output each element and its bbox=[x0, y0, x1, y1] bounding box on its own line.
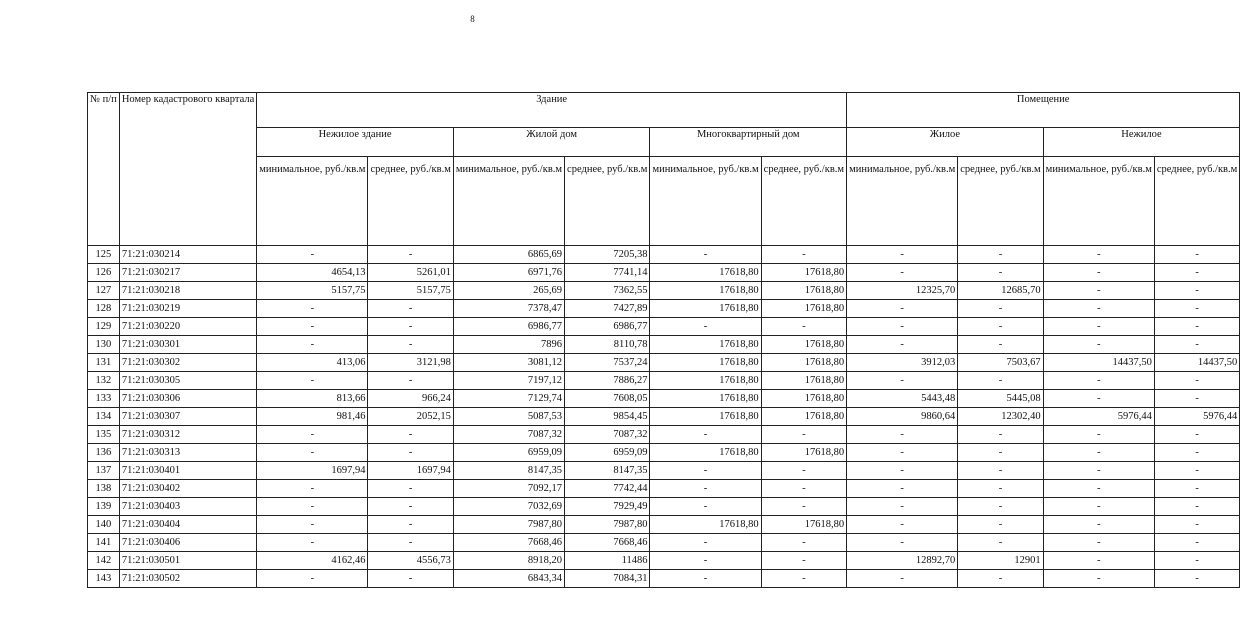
cell-apartment-min: 17618,80 bbox=[650, 516, 761, 534]
cell-nonresprem-avg: - bbox=[1154, 336, 1239, 354]
cell-nonresprem-min: - bbox=[1043, 552, 1154, 570]
cell-house-min: 7092,17 bbox=[453, 480, 564, 498]
cell-nonres-min: - bbox=[257, 318, 368, 336]
cell-num: 134 bbox=[88, 408, 120, 426]
cell-nonres-avg: 2052,15 bbox=[368, 408, 453, 426]
cell-res-avg: - bbox=[958, 246, 1043, 264]
cell-nonres-avg: - bbox=[368, 444, 453, 462]
cell-nonresprem-min: - bbox=[1043, 372, 1154, 390]
cell-apartment-avg: - bbox=[761, 462, 846, 480]
cell-apartment-min: - bbox=[650, 318, 761, 336]
header-avg: среднее, руб./кв.м bbox=[958, 157, 1043, 246]
cell-nonresprem-min: - bbox=[1043, 318, 1154, 336]
cell-apartment-min: 17618,80 bbox=[650, 444, 761, 462]
cell-kvartal: 71:21:030220 bbox=[119, 318, 256, 336]
cell-apartment-avg: 17618,80 bbox=[761, 444, 846, 462]
cell-house-min: 7032,69 bbox=[453, 498, 564, 516]
cell-apartment-avg: 17618,80 bbox=[761, 390, 846, 408]
cell-house-min: 7197,12 bbox=[453, 372, 564, 390]
cell-house-min: 6959,09 bbox=[453, 444, 564, 462]
cell-nonres-avg: - bbox=[368, 516, 453, 534]
cell-num: 131 bbox=[88, 354, 120, 372]
cell-house-min: 7129,74 bbox=[453, 390, 564, 408]
cell-kvartal: 71:21:030313 bbox=[119, 444, 256, 462]
cell-num: 128 bbox=[88, 300, 120, 318]
cell-nonres-min: - bbox=[257, 372, 368, 390]
cell-house-min: 7896 bbox=[453, 336, 564, 354]
cell-nonres-min: - bbox=[257, 498, 368, 516]
cell-nonres-avg: - bbox=[368, 498, 453, 516]
cell-kvartal: 71:21:030501 bbox=[119, 552, 256, 570]
header-min: минимальное, руб./кв.м bbox=[453, 157, 564, 246]
cell-res-min: 12892,70 bbox=[847, 552, 958, 570]
cell-kvartal: 71:21:030214 bbox=[119, 246, 256, 264]
cell-nonres-avg: - bbox=[368, 246, 453, 264]
cell-kvartal: 71:21:030406 bbox=[119, 534, 256, 552]
cell-kvartal: 71:21:030217 bbox=[119, 264, 256, 282]
cell-nonres-min: 1697,94 bbox=[257, 462, 368, 480]
cell-apartment-min: 17618,80 bbox=[650, 300, 761, 318]
cell-nonres-avg: - bbox=[368, 480, 453, 498]
table-row bbox=[88, 426, 1240, 444]
cell-nonresprem-min: - bbox=[1043, 498, 1154, 516]
cell-nonres-avg: - bbox=[368, 318, 453, 336]
cell-apartment-min: - bbox=[650, 534, 761, 552]
cell-nonresprem-avg: - bbox=[1154, 282, 1239, 300]
cell-nonres-avg: - bbox=[368, 570, 453, 588]
cell-res-avg: - bbox=[958, 462, 1043, 480]
cell-nonresprem-avg: - bbox=[1154, 372, 1239, 390]
cell-apartment-avg: - bbox=[761, 246, 846, 264]
cell-house-avg: 7929,49 bbox=[565, 498, 650, 516]
cell-nonresprem-avg: - bbox=[1154, 552, 1239, 570]
cell-house-min: 6865,69 bbox=[453, 246, 564, 264]
cell-num: 141 bbox=[88, 534, 120, 552]
cell-house-avg: 6959,09 bbox=[565, 444, 650, 462]
cell-apartment-avg: - bbox=[761, 552, 846, 570]
header-min: минимальное, руб./кв.м bbox=[257, 157, 368, 246]
table-row bbox=[88, 372, 1240, 390]
cell-apartment-avg: 17618,80 bbox=[761, 516, 846, 534]
table-row bbox=[88, 498, 1240, 516]
header-min: минимальное, руб./кв.м bbox=[650, 157, 761, 246]
cell-apartment-avg: 17618,80 bbox=[761, 264, 846, 282]
cell-house-avg: 8147,35 bbox=[565, 462, 650, 480]
cell-nonresprem-avg: 14437,50 bbox=[1154, 354, 1239, 372]
header-avg: среднее, руб./кв.м bbox=[565, 157, 650, 246]
cell-res-avg: - bbox=[958, 516, 1043, 534]
cell-res-avg: 7503,67 bbox=[958, 354, 1043, 372]
cell-house-min: 5087,53 bbox=[453, 408, 564, 426]
cell-nonresprem-min: - bbox=[1043, 390, 1154, 408]
cell-nonresprem-min: - bbox=[1043, 444, 1154, 462]
table-row bbox=[88, 516, 1240, 534]
cell-nonres-avg: - bbox=[368, 426, 453, 444]
cell-num: 142 bbox=[88, 552, 120, 570]
table-row bbox=[88, 462, 1240, 480]
cell-house-avg: 7742,44 bbox=[565, 480, 650, 498]
header-avg: среднее, руб./кв.м bbox=[368, 157, 453, 246]
header-nonres-building: Нежилое здание bbox=[257, 128, 454, 157]
cell-apartment-min: - bbox=[650, 498, 761, 516]
cell-nonres-avg: - bbox=[368, 372, 453, 390]
cell-nonres-min: - bbox=[257, 336, 368, 354]
cell-nonresprem-avg: - bbox=[1154, 246, 1239, 264]
header-min: минимальное, руб./кв.м bbox=[847, 157, 958, 246]
table-row bbox=[88, 282, 1240, 300]
cell-nonresprem-min: - bbox=[1043, 300, 1154, 318]
cell-apartment-min: - bbox=[650, 570, 761, 588]
cell-house-min: 7987,80 bbox=[453, 516, 564, 534]
cell-apartment-avg: - bbox=[761, 498, 846, 516]
cell-nonres-min: - bbox=[257, 516, 368, 534]
cell-res-min: 3912,03 bbox=[847, 354, 958, 372]
cell-apartment-min: 17618,80 bbox=[650, 390, 761, 408]
cell-kvartal: 71:21:030403 bbox=[119, 498, 256, 516]
cell-apartment-min: 17618,80 bbox=[650, 408, 761, 426]
cell-num: 135 bbox=[88, 426, 120, 444]
cell-res-avg: - bbox=[958, 534, 1043, 552]
cell-res-min: 5443,48 bbox=[847, 390, 958, 408]
cadastral-value-table bbox=[87, 92, 1240, 588]
cell-nonres-avg: 3121,98 bbox=[368, 354, 453, 372]
cell-res-min: - bbox=[847, 336, 958, 354]
cell-res-min: - bbox=[847, 498, 958, 516]
cell-res-min: - bbox=[847, 462, 958, 480]
cell-nonresprem-min: - bbox=[1043, 336, 1154, 354]
table-row bbox=[88, 264, 1240, 282]
cell-apartment-min: 17618,80 bbox=[650, 336, 761, 354]
cell-res-avg: 12901 bbox=[958, 552, 1043, 570]
header-nonres-premises: Нежилое bbox=[1043, 128, 1240, 157]
table-row bbox=[88, 390, 1240, 408]
cell-kvartal: 71:21:030219 bbox=[119, 300, 256, 318]
header-avg: среднее, руб./кв.м bbox=[1154, 157, 1239, 246]
cell-house-min: 7668,46 bbox=[453, 534, 564, 552]
cell-nonresprem-min: 14437,50 bbox=[1043, 354, 1154, 372]
cell-res-min: 12325,70 bbox=[847, 282, 958, 300]
cell-kvartal: 71:21:030312 bbox=[119, 426, 256, 444]
cell-house-min: 7378,47 bbox=[453, 300, 564, 318]
cell-kvartal: 71:21:030404 bbox=[119, 516, 256, 534]
cell-res-min: - bbox=[847, 318, 958, 336]
cell-apartment-min: - bbox=[650, 426, 761, 444]
cell-nonresprem-avg: - bbox=[1154, 426, 1239, 444]
cell-num: 139 bbox=[88, 498, 120, 516]
cell-res-min: - bbox=[847, 516, 958, 534]
cell-num: 137 bbox=[88, 462, 120, 480]
cell-nonresprem-avg: - bbox=[1154, 300, 1239, 318]
cell-num: 127 bbox=[88, 282, 120, 300]
cell-nonresprem-min: - bbox=[1043, 282, 1154, 300]
cell-house-avg: 7987,80 bbox=[565, 516, 650, 534]
cell-nonres-avg: - bbox=[368, 534, 453, 552]
cell-res-avg: 5445,08 bbox=[958, 390, 1043, 408]
cell-nonres-avg: 1697,94 bbox=[368, 462, 453, 480]
cell-num: 130 bbox=[88, 336, 120, 354]
cell-num: 140 bbox=[88, 516, 120, 534]
cell-apartment-avg: - bbox=[761, 318, 846, 336]
cell-num: 129 bbox=[88, 318, 120, 336]
cell-num: 132 bbox=[88, 372, 120, 390]
cell-res-min: - bbox=[847, 246, 958, 264]
cell-res-avg: - bbox=[958, 336, 1043, 354]
cell-apartment-avg: 17618,80 bbox=[761, 354, 846, 372]
cell-apartment-avg: - bbox=[761, 534, 846, 552]
table-row bbox=[88, 444, 1240, 462]
cell-house-min: 6971,76 bbox=[453, 264, 564, 282]
cell-apartment-min: - bbox=[650, 552, 761, 570]
cell-num: 125 bbox=[88, 246, 120, 264]
cell-house-avg: 8110,78 bbox=[565, 336, 650, 354]
table-row bbox=[88, 300, 1240, 318]
cell-nonres-min: 4654,13 bbox=[257, 264, 368, 282]
cell-res-avg: - bbox=[958, 498, 1043, 516]
cell-house-avg: 7608,05 bbox=[565, 390, 650, 408]
cell-house-min: 6986,77 bbox=[453, 318, 564, 336]
cell-house-avg: 6986,77 bbox=[565, 318, 650, 336]
cell-res-avg: - bbox=[958, 480, 1043, 498]
cell-kvartal: 71:21:030402 bbox=[119, 480, 256, 498]
cell-nonresprem-avg: - bbox=[1154, 462, 1239, 480]
cell-nonres-min: - bbox=[257, 246, 368, 264]
cell-kvartal: 71:21:030302 bbox=[119, 354, 256, 372]
cell-nonres-avg: 4556,73 bbox=[368, 552, 453, 570]
cell-house-min: 265,69 bbox=[453, 282, 564, 300]
cell-nonresprem-avg: - bbox=[1154, 570, 1239, 588]
cell-kvartal: 71:21:030306 bbox=[119, 390, 256, 408]
cell-nonres-min: 413,06 bbox=[257, 354, 368, 372]
cell-res-min: - bbox=[847, 372, 958, 390]
cell-apartment-min: 17618,80 bbox=[650, 264, 761, 282]
cell-nonres-min: - bbox=[257, 570, 368, 588]
cell-nonresprem-min: - bbox=[1043, 426, 1154, 444]
cell-num: 136 bbox=[88, 444, 120, 462]
cell-nonresprem-avg: - bbox=[1154, 264, 1239, 282]
cell-nonresprem-avg: - bbox=[1154, 318, 1239, 336]
header-avg: среднее, руб./кв.м bbox=[761, 157, 846, 246]
cell-res-avg: - bbox=[958, 444, 1043, 462]
cell-nonresprem-avg: - bbox=[1154, 516, 1239, 534]
cell-apartment-avg: - bbox=[761, 480, 846, 498]
cell-house-avg: 7362,55 bbox=[565, 282, 650, 300]
cell-apartment-min: - bbox=[650, 246, 761, 264]
cell-nonres-min: - bbox=[257, 300, 368, 318]
cell-num: 143 bbox=[88, 570, 120, 588]
cell-res-min: - bbox=[847, 426, 958, 444]
header-apartment: Многоквартирный дом bbox=[650, 128, 847, 157]
cell-kvartal: 71:21:030218 bbox=[119, 282, 256, 300]
cell-nonres-min: - bbox=[257, 480, 368, 498]
cell-apartment-avg: - bbox=[761, 570, 846, 588]
cell-nonresprem-min: - bbox=[1043, 462, 1154, 480]
cell-num: 133 bbox=[88, 390, 120, 408]
cell-house-min: 3081,12 bbox=[453, 354, 564, 372]
cell-res-min: - bbox=[847, 570, 958, 588]
header-num: № п/п bbox=[88, 93, 120, 246]
cell-house-avg: 11486 bbox=[565, 552, 650, 570]
cell-apartment-avg: - bbox=[761, 426, 846, 444]
header-building: Здание bbox=[257, 93, 847, 128]
cell-kvartal: 71:21:030401 bbox=[119, 462, 256, 480]
cell-house-avg: 7668,46 bbox=[565, 534, 650, 552]
cell-apartment-min: 17618,80 bbox=[650, 354, 761, 372]
cell-nonres-avg: 5261,01 bbox=[368, 264, 453, 282]
header-house: Жилой дом bbox=[453, 128, 650, 157]
cell-house-avg: 9854,45 bbox=[565, 408, 650, 426]
cell-nonres-min: 4162,46 bbox=[257, 552, 368, 570]
cell-res-min: - bbox=[847, 534, 958, 552]
cell-nonres-avg: - bbox=[368, 336, 453, 354]
cell-res-min: - bbox=[847, 480, 958, 498]
cell-res-avg: - bbox=[958, 300, 1043, 318]
cell-apartment-avg: 17618,80 bbox=[761, 372, 846, 390]
cell-nonresprem-min: - bbox=[1043, 480, 1154, 498]
cell-kvartal: 71:21:030301 bbox=[119, 336, 256, 354]
cell-house-min: 8918,20 bbox=[453, 552, 564, 570]
cell-nonresprem-min: 5976,44 bbox=[1043, 408, 1154, 426]
cell-res-avg: - bbox=[958, 264, 1043, 282]
cell-kvartal: 71:21:030307 bbox=[119, 408, 256, 426]
cell-nonres-avg: 5157,75 bbox=[368, 282, 453, 300]
table-row bbox=[88, 408, 1240, 426]
cell-nonresprem-avg: - bbox=[1154, 390, 1239, 408]
table-row bbox=[88, 534, 1240, 552]
cell-num: 126 bbox=[88, 264, 120, 282]
table-row bbox=[88, 552, 1240, 570]
table-row bbox=[88, 570, 1240, 588]
cell-res-min: - bbox=[847, 264, 958, 282]
cell-res-avg: 12685,70 bbox=[958, 282, 1043, 300]
cell-house-avg: 7084,31 bbox=[565, 570, 650, 588]
header-res-premises: Жилое bbox=[847, 128, 1044, 157]
cell-nonres-min: - bbox=[257, 426, 368, 444]
cell-res-min: - bbox=[847, 444, 958, 462]
cell-house-avg: 7886,27 bbox=[565, 372, 650, 390]
header-kvartal: Номер кадастрового квартала bbox=[119, 93, 256, 246]
cell-apartment-avg: 17618,80 bbox=[761, 282, 846, 300]
cell-res-avg: - bbox=[958, 372, 1043, 390]
cell-apartment-min: - bbox=[650, 480, 761, 498]
cell-nonres-min: - bbox=[257, 534, 368, 552]
cell-nonres-avg: - bbox=[368, 300, 453, 318]
table-row bbox=[88, 480, 1240, 498]
cell-apartment-min: - bbox=[650, 462, 761, 480]
cell-nonresprem-min: - bbox=[1043, 246, 1154, 264]
cell-house-min: 6843,34 bbox=[453, 570, 564, 588]
cell-house-avg: 7537,24 bbox=[565, 354, 650, 372]
table-row bbox=[88, 318, 1240, 336]
cell-res-avg: 12302,40 bbox=[958, 408, 1043, 426]
cell-house-avg: 7087,32 bbox=[565, 426, 650, 444]
header-min: минимальное, руб./кв.м bbox=[1043, 157, 1154, 246]
cell-apartment-avg: 17618,80 bbox=[761, 408, 846, 426]
cell-house-avg: 7205,38 bbox=[565, 246, 650, 264]
cell-house-min: 8147,35 bbox=[453, 462, 564, 480]
cell-apartment-avg: 17618,80 bbox=[761, 300, 846, 318]
cell-nonres-min: 813,66 bbox=[257, 390, 368, 408]
cell-res-avg: - bbox=[958, 570, 1043, 588]
cell-house-min: 7087,32 bbox=[453, 426, 564, 444]
table-row bbox=[88, 336, 1240, 354]
cell-nonresprem-min: - bbox=[1043, 570, 1154, 588]
cell-apartment-avg: 17618,80 bbox=[761, 336, 846, 354]
cell-nonresprem-avg: - bbox=[1154, 444, 1239, 462]
cell-nonresprem-min: - bbox=[1043, 264, 1154, 282]
page-number: 8 bbox=[470, 14, 475, 24]
cell-nonres-min: 981,46 bbox=[257, 408, 368, 426]
cell-kvartal: 71:21:030305 bbox=[119, 372, 256, 390]
header-premises: Помещение bbox=[847, 93, 1240, 128]
cell-nonresprem-avg: - bbox=[1154, 534, 1239, 552]
cell-nonresprem-avg: - bbox=[1154, 498, 1239, 516]
cell-nonresprem-min: - bbox=[1043, 516, 1154, 534]
cell-num: 138 bbox=[88, 480, 120, 498]
cell-house-avg: 7741,14 bbox=[565, 264, 650, 282]
cell-res-avg: - bbox=[958, 318, 1043, 336]
cell-res-min: 9860,64 bbox=[847, 408, 958, 426]
cell-apartment-min: 17618,80 bbox=[650, 282, 761, 300]
cell-kvartal: 71:21:030502 bbox=[119, 570, 256, 588]
cell-res-min: - bbox=[847, 300, 958, 318]
cell-nonres-min: 5157,75 bbox=[257, 282, 368, 300]
cell-nonresprem-avg: 5976,44 bbox=[1154, 408, 1239, 426]
table-row bbox=[88, 246, 1240, 264]
cell-nonresprem-avg: - bbox=[1154, 480, 1239, 498]
cell-nonresprem-min: - bbox=[1043, 534, 1154, 552]
cell-nonres-avg: 966,24 bbox=[368, 390, 453, 408]
cell-apartment-min: 17618,80 bbox=[650, 372, 761, 390]
cell-nonres-min: - bbox=[257, 444, 368, 462]
cell-house-avg: 7427,89 bbox=[565, 300, 650, 318]
table-row bbox=[88, 354, 1240, 372]
cell-res-avg: - bbox=[958, 426, 1043, 444]
